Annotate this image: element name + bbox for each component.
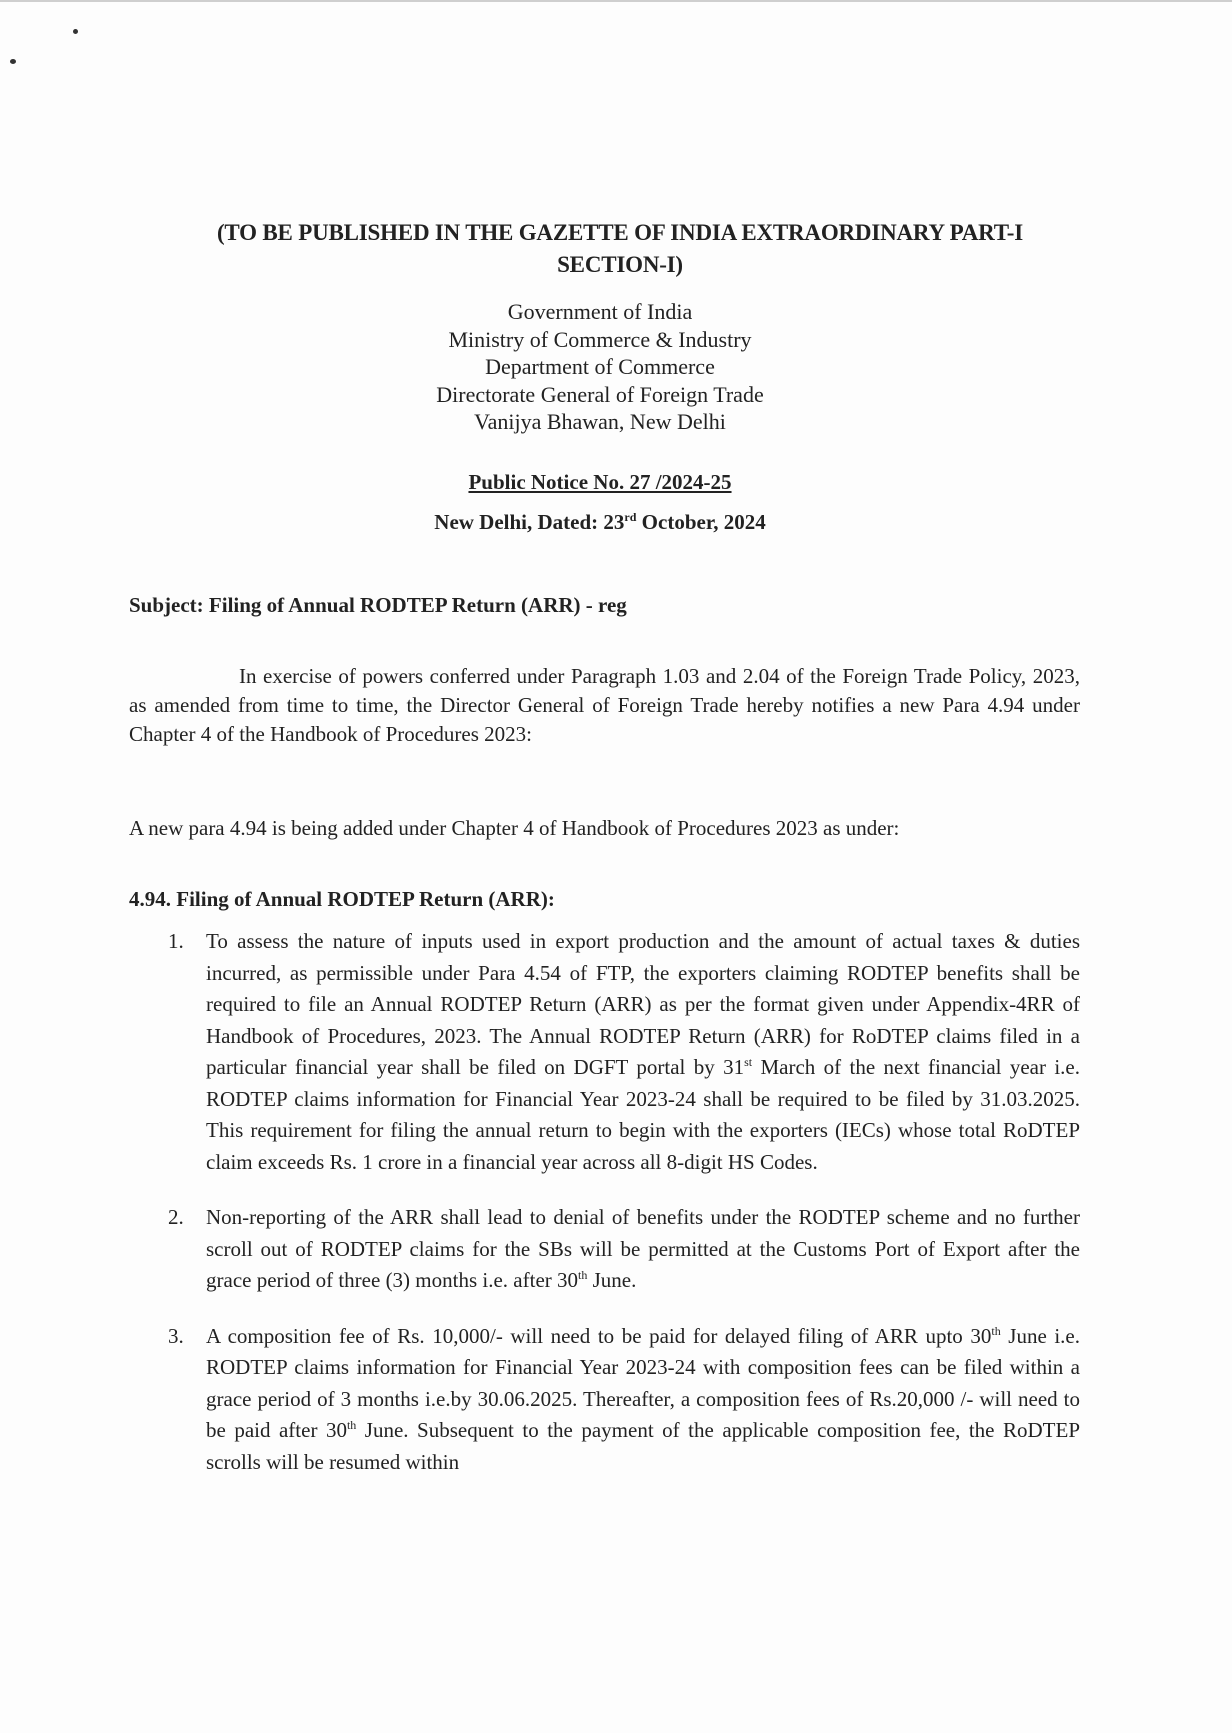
- item-text: June. Subsequent to the payment of the applicable composition fee, the RoDTEP scrolls will be resumed within: [206, 1418, 1080, 1474]
- item-text: June i.e. RODTEP claims information for Financial Year 2023-24 with composition fees can be filed within a grace period of 3 months i.e.by 30.06.2025. Thereafter, a composition fees of Rs.20,000 /- will need to be paid after 30: [206, 1323, 1080, 1442]
- org-directorate: Directorate General of Foreign Trade: [436, 381, 764, 407]
- item-ordinal: th: [346, 1418, 357, 1432]
- gazette-header-line: (TO BE PUBLISHED IN THE GAZETTE OF INDIA EXTRAORDINARY PART-I: [216, 220, 1024, 245]
- item-number: 3.: [168, 1323, 184, 1348]
- item-text: March of the next financial year i.e. RODTEP claims information for Financial Year 2023-24 shall be required to be filed by 31.03.2025. This requirement for filing the annual return to begin with the exporters (IECs) whose total RoDTEP claim exceeds Rs. 1 crore in a financial year across all 8-digit HS Codes.: [206, 1055, 1080, 1174]
- date-prefix: New Delhi, Dated: 23: [434, 510, 625, 534]
- subject-line: Subject: Filing of Annual RODTEP Return (ARR) - reg: [129, 593, 627, 617]
- item-ordinal: st: [744, 1055, 753, 1069]
- list-item: [165, 926, 1080, 1178]
- scan-speck: [73, 29, 78, 34]
- intro-paragraph: In exercise of powers conferred under Paragraph 1.03 and 2.04 of the Foreign Trade Policy, 2023, as amended from time to time, the Director General of Foreign Trade hereby notifies a new Para 4.94 under Chapter 4 of the Handbook of Procedures 2023:: [129, 664, 1080, 746]
- list-item: [165, 1321, 1080, 1479]
- date-suffix: October, 2024: [636, 510, 766, 534]
- section-heading: 4.94. Filing of Annual RODTEP Return (ARR):: [129, 887, 555, 911]
- item-text: June.: [587, 1268, 637, 1292]
- item-ordinal: th: [578, 1268, 588, 1282]
- item-number: 2.: [168, 1205, 184, 1229]
- item-text: A composition fee of Rs. 10,000/- will need to be paid for delayed filing of ARR upto 30: [206, 1323, 992, 1348]
- new-para-statement: A new para 4.94 is being added under Chapter 4 of Handbook of Procedures 2023 as under:: [129, 816, 900, 840]
- item-text: To assess the nature of inputs used in export production and the amount of actual taxes & duties incurred, as permissible under Para 4.54 of FTP, the exporters claiming RODTEP benefits shall be required to file an Annual RODTEP Return (ARR) as per the format given under Appendix-4RR of Handbook of Procedures, 2023. The Annual RODTEP Return (ARR) for RoDTEP claims filed in a particular financial year shall be filed on DGFT portal by 31: [206, 929, 1080, 1079]
- gazette-header: [120, 217, 1120, 281]
- item-text: Non-reporting of the ARR shall lead to denial of benefits under the RODTEP scheme and no further scroll out of RODTEP claims for the SBs will be permitted at the Customs Port of Export after the grace period of three (3) months i.e. after 30: [206, 1205, 1080, 1292]
- public-notice-number: Public Notice No. 27 /2024-25: [468, 470, 732, 494]
- gazette-header-line: SECTION-I): [557, 252, 683, 277]
- date-ordinal: rd: [624, 510, 637, 524]
- org-government: Government of India: [507, 299, 693, 324]
- notice-date: [300, 510, 900, 535]
- org-ministry: Ministry of Commerce & Industry: [448, 326, 752, 352]
- scan-speck: [10, 59, 16, 64]
- scan-edge: [0, 0, 1232, 2]
- item-number: 1.: [168, 929, 184, 953]
- organization-block: [300, 298, 900, 436]
- org-department: Department of Commerce: [485, 354, 715, 379]
- org-address: Vanijya Bhawan, New Delhi: [474, 409, 726, 434]
- list-item: [165, 1202, 1080, 1297]
- item-ordinal: th: [991, 1323, 1001, 1338]
- numbered-list: [165, 916, 1080, 1502]
